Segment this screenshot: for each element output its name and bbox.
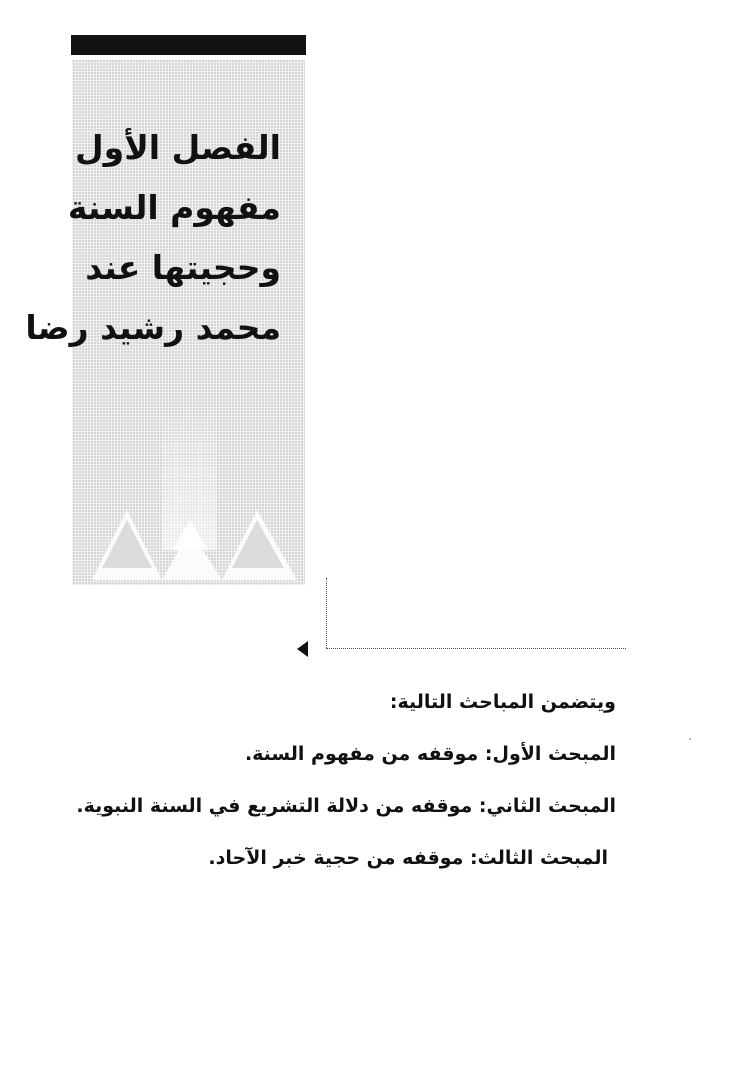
chapter-contents [60,680,616,888]
section-item: المبحث الأول: موقفه من مفهوم السنة. [244,743,616,765]
connector-horizontal-line [326,648,626,649]
section-item: المبحث الثالث: موقفه من حجية خبر الآحاد. [208,847,608,869]
decorative-triangles [72,390,305,585]
chapter-title-line: محمد رشيد رضا [25,308,281,347]
contents-intro: ويتضمن المباحث التالية: [389,691,616,713]
pointer-arrow-icon [297,641,308,657]
connector-vertical-line [326,578,327,648]
section-item: المبحث الثاني: موقفه من دلالة التشريع في السنة النبوية. [76,795,616,817]
chapter-title-line: مفهوم السنة [67,188,281,227]
chapter-title-line: الفصل الأول [75,128,281,167]
scan-speck [689,738,691,740]
header-black-bar [71,35,306,55]
chapter-title-line: وحجيتها عند [85,248,281,287]
chapter-title [25,118,281,358]
chapter-title-panel [25,60,305,585]
